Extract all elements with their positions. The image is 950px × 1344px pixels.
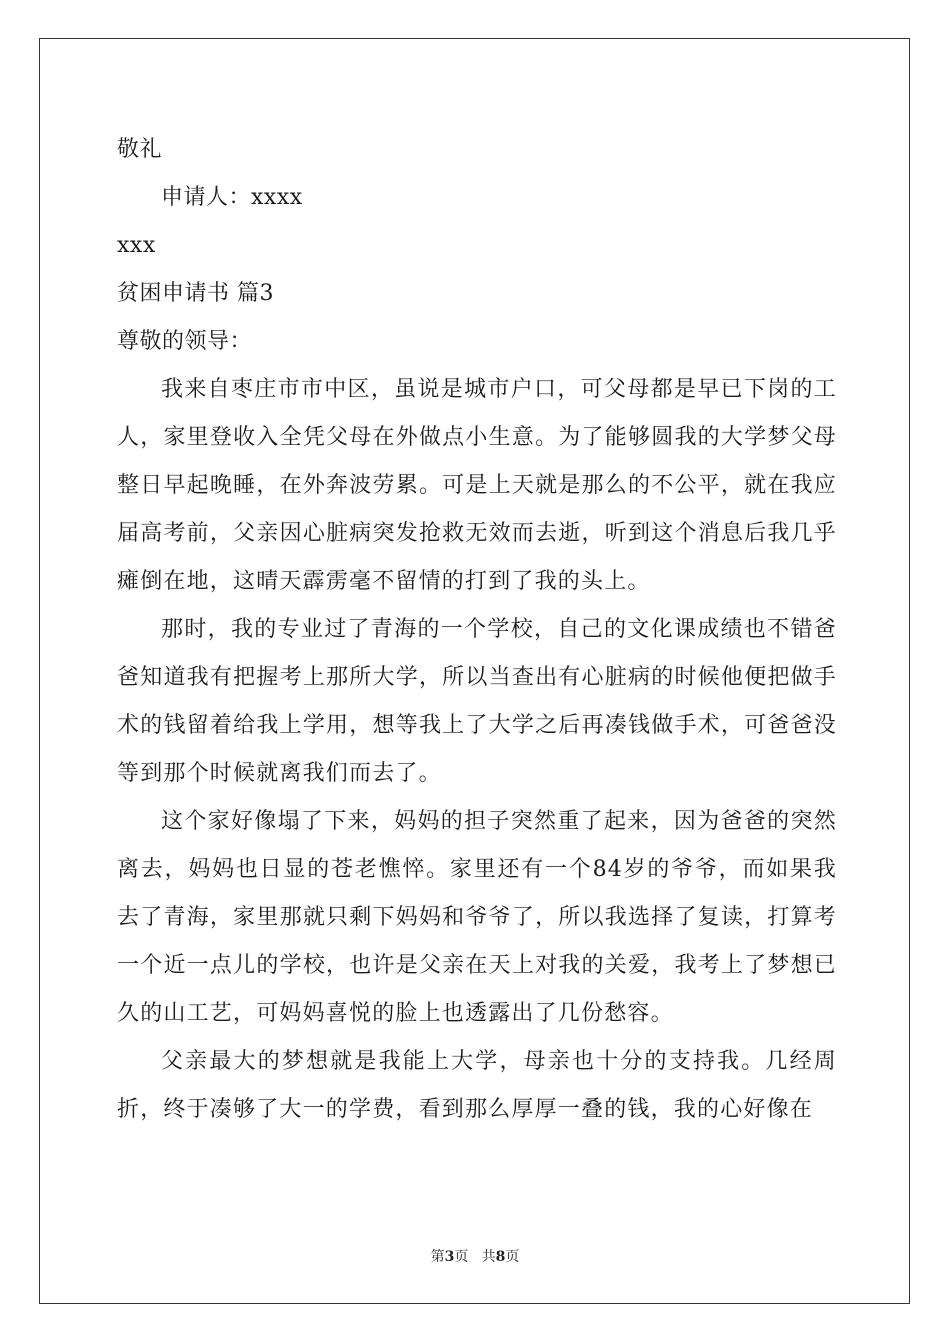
paragraph-2: 那时，我的专业过了青海的一个学校，自己的文化课成绩也不错爸爸知道我有把握考上那所大学，所以当查出有心脏病的时候他便把做手术的钱留着给我上学用，想等我上了大学之后再凑钱做手术，可爸爸没等到那个时候就离我们而去了。 bbox=[117, 617, 837, 786]
total-suffix: 页 bbox=[505, 1249, 520, 1265]
page-number: 3 bbox=[444, 1249, 455, 1265]
total-prefix: 共 bbox=[481, 1249, 496, 1265]
paragraph-4: 父亲最大的梦想就是我能上大学，母亲也十分的支持我。几经周折，终于凑够了大一的学费，看到那么厚厚一叠的钱，我的心好像在 bbox=[117, 1049, 837, 1122]
page-prefix: 第 bbox=[430, 1249, 445, 1265]
document-body bbox=[117, 126, 837, 1134]
paragraph-3: 这个家好像塌了下来，妈妈的担子突然重了起来，因为爸爸的突然离去，妈妈也日显的苍老憔悴。家里还有一个84岁的爷爷，而如果我去了青海，家里那就只剩下妈妈和爷爷了，所以我选择了复读，打算考一个近一点儿的学校，也许是父亲在天上对我的关爱，我考上了梦想已久的山工艺，可妈妈喜悦的脸上也透露出了几份愁容。 bbox=[117, 809, 837, 1026]
salutation: 尊敬的领导： bbox=[117, 329, 253, 354]
page-footer bbox=[0, 1246, 950, 1266]
applicant-line: 申请人：xxxx bbox=[161, 185, 303, 210]
page-suffix: 页 bbox=[454, 1249, 469, 1265]
paragraph-1: 我来自枣庄市市中区，虽说是城市户口，可父母都是早已下岗的工人，家里登收入全凭父母在外做点小生意。为了能够圆我的大学梦父母整日早起晚睡，在外奔波劳累。可是上天就是那么的不公平，就在我应届高考前，父亲因心脏病突发抢救无效而去逝，听到这个消息后我几乎瘫倒在地，这晴天霹雳毫不留情的打到了我的头上。 bbox=[117, 377, 837, 594]
section-title: 贫困申请书 篇3 bbox=[117, 281, 274, 306]
total-pages: 8 bbox=[495, 1249, 506, 1265]
date-line: xxx bbox=[117, 233, 156, 258]
closing-text: 敬礼 bbox=[117, 137, 163, 162]
